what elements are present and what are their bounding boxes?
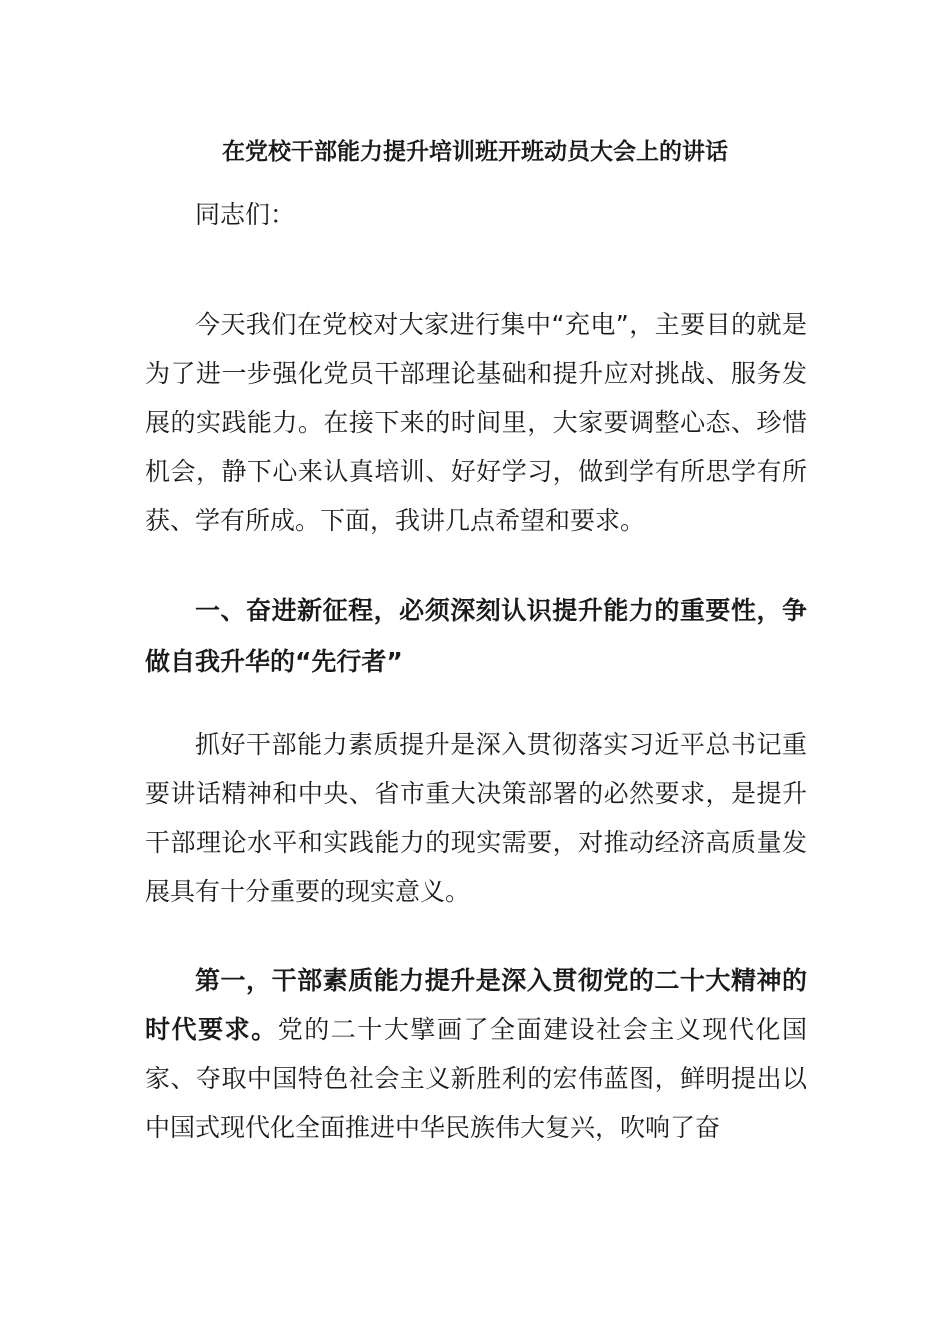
paragraph-section-1: 抓好干部能力素质提升是深入贯彻落实习近平总书记重要讲话精神和中央、省市重大决策部署的必然要求，是提升干部理论水平和实践能力的现实需要，对推动经济高质量发展具有十分重要的现实意义。 xyxy=(145,730,807,906)
salutation: 同志们： xyxy=(195,200,296,229)
point-1-lead: 第一，干部素质能力提升是深入贯彻党的二十大精神的时代要求。 xyxy=(145,966,807,1044)
section-heading-1: 一、奋进新征程，必须深刻认识提升能力的重要性，争做自我升华的“先行者” xyxy=(145,596,807,676)
paragraph-intro: 今天我们在党校对大家进行集中“充电”，主要目的就是为了进一步强化党员干部理论基础和提升应对挑战、服务发展的实践能力。在接下来的时间里，大家要调整心态、珍惜机会，静下心来认真培训、好好学习，做到学有所思学有所获、学有所成。下面，我讲几点希望和要求。 xyxy=(145,310,807,535)
point-1-body: 党的二十大擘画了全面建设社会主义现代化国家、夺取中国特色社会主义新胜利的宏伟蓝图，鲜明提出以中国式现代化全面推进中华民族伟大复兴，吹响了奋 xyxy=(145,1015,807,1142)
paragraph-point-1 xyxy=(145,956,807,1152)
document-title: 在党校干部能力提升培训班开班动员大会上的讲话 xyxy=(222,139,728,165)
